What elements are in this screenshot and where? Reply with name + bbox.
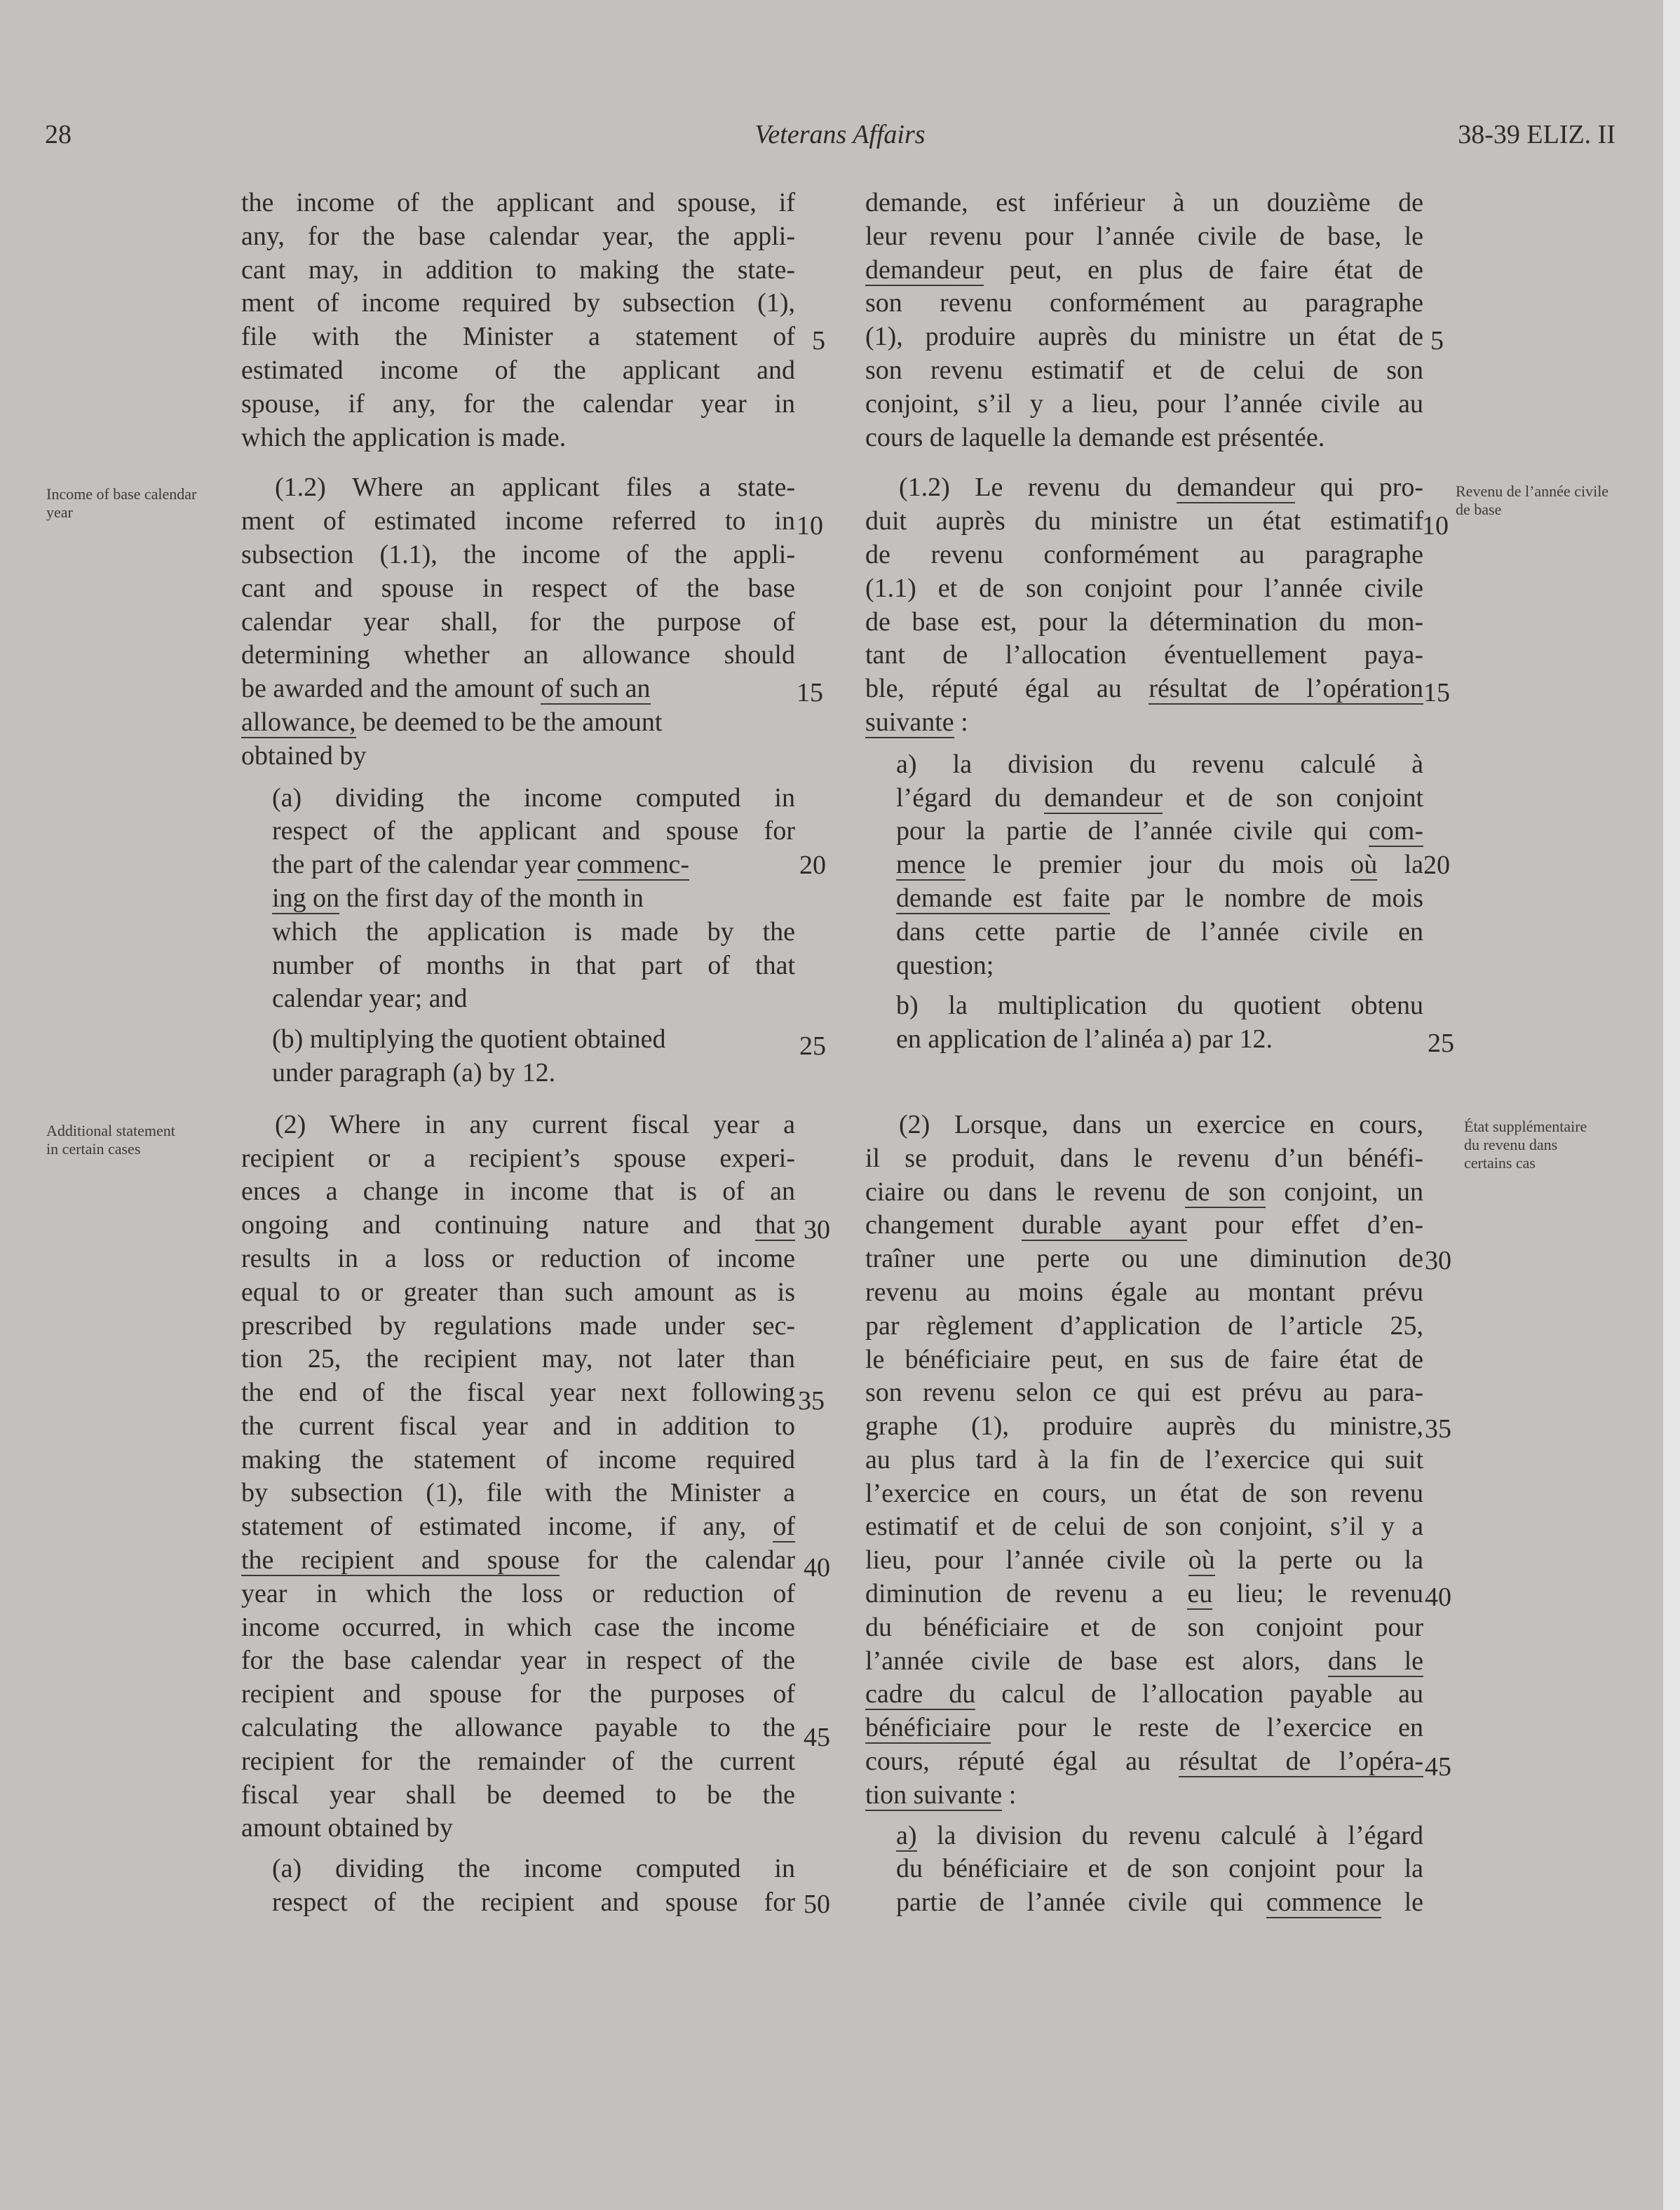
text-line: ment of income required by subsection (1),: [241, 288, 795, 318]
text-line: which the application is made by the: [272, 916, 795, 947]
text-line: le bénéficiaire peut, en sus de faire état de: [865, 1344, 1423, 1374]
text-line: [865, 471, 1423, 505]
text-line: dans cette partie de l’année civile en: [896, 916, 1423, 947]
amended-text: demandeur: [1044, 782, 1163, 813]
text-line: the end of the fiscal year next following: [241, 1378, 795, 1408]
amended-text: ing on: [272, 883, 340, 913]
text-line: [896, 1886, 1423, 1920]
line-number: 45: [1425, 1752, 1451, 1782]
text-segment: be awarded and the amount: [241, 674, 534, 704]
text-line: respect of the recipient and spouse for: [272, 1887, 795, 1918]
amended-text: de son: [1184, 1177, 1266, 1207]
text-segment: lieu, pour l’année civile: [865, 1545, 1166, 1575]
text-line: en application de l’alinéa a) par 12.: [896, 1024, 1273, 1055]
text-line: [896, 848, 1423, 882]
text-line: number of months in that part of that: [272, 950, 795, 980]
amended-text: mence: [896, 850, 966, 880]
text-line: (2) Lorsque, dans un exercice en cours,: [899, 1109, 1423, 1139]
amended-text: où: [1350, 850, 1378, 880]
text-segment: partie de l’année civile qui: [896, 1887, 1244, 1918]
text-line: [865, 1678, 1423, 1711]
text-line: [865, 1745, 1423, 1779]
amended-text: durable ayant: [1022, 1210, 1187, 1240]
text-line: [896, 882, 1423, 916]
french-subsection-2: [865, 1109, 1423, 1812]
text-line: [865, 254, 1423, 287]
text-line: question;: [896, 950, 994, 980]
text-segment: la: [1404, 850, 1424, 880]
page-header: [0, 119, 1680, 161]
text-line: tant de l’allocation éventuellement paya-: [865, 640, 1423, 670]
text-line: son revenu selon ce qui est prévu au para-: [865, 1378, 1423, 1408]
text-segment: qui pro-: [1320, 473, 1424, 503]
text-line: equal to or greater than such amount as is: [241, 1277, 795, 1307]
line-number: 5: [812, 326, 825, 355]
text-line: duit auprès du ministre un état estimatif: [865, 506, 1423, 536]
amended-text: où: [1188, 1545, 1215, 1575]
text-line: (a) dividing the income computed in: [272, 782, 795, 813]
amended-text: eu: [1187, 1579, 1213, 1609]
line-number: 15: [1423, 678, 1450, 707]
text-line: estimatif et de celui de son conjoint, s’il y a: [865, 1512, 1423, 1542]
line-number: 40: [804, 1553, 830, 1582]
text-segment: pour effet d’en-: [1214, 1210, 1423, 1240]
text-segment: et de son conjoint: [1185, 782, 1423, 813]
text-line: [865, 1711, 1423, 1745]
text-line: calendar year shall, for the purpose of: [241, 606, 795, 637]
french-paragraph-2a: [865, 1819, 1423, 1920]
text-line: [896, 1819, 1423, 1853]
text-line: au plus tard à la fin de l’exercice qui suit: [865, 1444, 1423, 1475]
text-line: [896, 815, 1423, 848]
line-number: 45: [804, 1723, 830, 1752]
text-line: recipient for the remainder of the current: [241, 1746, 795, 1776]
text-line: traîner une perte ou une diminution de: [865, 1244, 1423, 1274]
text-line: spouse, if any, for the calendar year in: [241, 388, 795, 419]
text-segment: changement: [865, 1210, 994, 1240]
text-line: cant may, in addition to making the state-: [241, 255, 795, 285]
amended-text: commence: [1266, 1887, 1382, 1918]
text-line: calendar year; and: [272, 984, 468, 1014]
text-line: cours de laquelle la demande est présentée.: [865, 422, 1325, 452]
text-segment: pour le reste de l’exercice en: [1017, 1713, 1423, 1743]
french-paragraph-b: [865, 989, 1423, 1057]
text-segment: diminution de revenu a: [865, 1579, 1164, 1609]
margin-note-revenu-annee-base: Revenu de l’année civile de base: [1456, 482, 1609, 518]
line-number: 20: [1423, 850, 1450, 880]
text-line: revenu au moins égale au montant prévu: [865, 1277, 1423, 1307]
text-segment: ciaire ou dans le revenu: [865, 1177, 1167, 1207]
text-line: [865, 672, 1423, 706]
text-line: respect of the applicant and spouse for: [272, 816, 795, 846]
text-segment: peut, en plus de faire état de: [1009, 255, 1423, 285]
amended-text: of: [773, 1512, 795, 1542]
text-segment: lieu; le revenu: [1236, 1579, 1423, 1609]
amended-text: commenc-: [576, 850, 690, 880]
text-line: tion 25, the recipient may, not later than: [241, 1344, 795, 1374]
text-segment: for the calendar: [586, 1545, 795, 1575]
line-number: 50: [804, 1890, 830, 1919]
text-line: year in which the loss or reduction of: [241, 1578, 795, 1608]
english-paragraph-b: [241, 1023, 795, 1090]
text-line: [272, 882, 795, 916]
text-line: [865, 1779, 1423, 1812]
text-segment: be deemed to be the amount: [363, 707, 663, 737]
text-line: any, for the base calendar year, the appli-: [241, 221, 795, 251]
text-line: son revenu estimatif et de celui de son: [865, 355, 1423, 385]
text-line: conjoint, s’il y a lieu, pour l’année civile au: [865, 388, 1423, 419]
amended-text: demandeur: [865, 255, 984, 285]
line-number: 25: [799, 1031, 826, 1061]
text-line: ences a change in income that is of an: [241, 1177, 795, 1207]
amended-text: résultat de l’opéra-: [1179, 1747, 1423, 1777]
text-line: [896, 782, 1423, 815]
french-paragraph-a: [865, 748, 1423, 983]
text-line: subsection (1.1), the income of the appli-: [241, 539, 795, 569]
text-line: estimated income of the applicant and: [241, 355, 795, 385]
text-line: b) la multiplication du quotient obtenu: [896, 991, 1423, 1021]
text-line: determining whether an allowance should: [241, 640, 795, 670]
text-segment: ongoing and continuing nature and: [241, 1210, 722, 1240]
line-number: 25: [1428, 1029, 1454, 1058]
text-segment: the part of the calendar year: [272, 850, 571, 880]
text-line: income occurred, in which case the income: [241, 1612, 795, 1642]
text-segment: conjoint, un: [1284, 1177, 1424, 1207]
text-segment: la perte ou la: [1237, 1545, 1423, 1575]
text-line: [865, 1544, 1423, 1578]
text-line: file with the Minister a statement of: [241, 322, 795, 352]
text-segment: ble, réputé égal au: [865, 674, 1122, 704]
text-line: [272, 848, 795, 882]
page-number: 28: [45, 120, 72, 149]
amended-text: allowance,: [241, 707, 356, 737]
text-line: [241, 1209, 795, 1242]
amended-text: demande est faite: [896, 883, 1110, 913]
amended-text: suivante: [865, 707, 954, 737]
text-line: [865, 706, 1423, 740]
text-line: (b) multiplying the quotient obtained: [272, 1024, 666, 1055]
text-line: [241, 672, 795, 706]
text-line: du bénéficiaire et de son conjoint pour: [865, 1612, 1423, 1642]
text-line: amount obtained by: [241, 1813, 453, 1843]
amended-text: bénéficiaire: [865, 1713, 991, 1743]
text-line: fiscal year shall be deemed to be the: [241, 1779, 795, 1810]
text-line: leur revenu pour l’année civile de base, le: [865, 221, 1423, 251]
english-subsection-2: [241, 1109, 795, 1846]
text-segment: l’égard du: [896, 782, 1022, 813]
english-subsection-1-2: [241, 471, 795, 773]
text-line: by subsection (1), file with the Minister a: [241, 1478, 795, 1508]
margin-note-etat-supplementaire: État supplémentaire du revenu dans certains cas: [1464, 1118, 1587, 1172]
text-segment: le: [1404, 1887, 1423, 1918]
text-line: de base est, pour la détermination du mon-: [865, 606, 1423, 637]
text-line: prescribed by regulations made under sec-: [241, 1310, 795, 1341]
line-number: 30: [1425, 1246, 1451, 1275]
amended-text: résultat de l’opération: [1149, 674, 1423, 704]
text-line: [241, 1510, 795, 1544]
text-line: [241, 1544, 795, 1578]
line-number: 35: [1425, 1414, 1451, 1444]
text-segment: calcul de l’allocation payable au: [1001, 1679, 1423, 1709]
amended-text: the recipient and spouse: [241, 1545, 560, 1575]
line-number: 10: [1422, 511, 1449, 541]
text-segment: par le nombre de mois: [1130, 883, 1423, 913]
text-line: obtained by: [241, 740, 367, 771]
text-line: son revenu conformément au paragraphe: [865, 288, 1423, 318]
text-line: results in a loss or reduction of income: [241, 1243, 795, 1273]
line-number: 40: [1425, 1582, 1451, 1612]
line-number: 10: [797, 511, 823, 541]
text-line: which the application is made.: [241, 422, 567, 452]
french-column: [865, 187, 1423, 1920]
text-line: (1.1) et de son conjoint pour l’année civile: [865, 573, 1423, 603]
text-line: par règlement d’application de l’article 25,: [865, 1310, 1423, 1341]
text-segment: :: [1002, 1779, 1017, 1810]
line-number: 20: [799, 850, 826, 880]
english-paragraph-2a: [241, 1852, 795, 1920]
text-segment: (1.2) Le revenu du: [899, 473, 1152, 503]
english-intro-paragraph: [241, 187, 795, 454]
page-edge: [1663, 0, 1680, 2210]
amended-text: of such an: [541, 674, 651, 704]
amended-text: demandeur: [1177, 473, 1296, 503]
text-line: a) la division du revenu calculé à: [896, 749, 1423, 779]
text-segment: the first day of the month in: [346, 883, 644, 913]
text-line: [241, 706, 795, 740]
text-line: recipient and spouse for the purposes of: [241, 1679, 795, 1709]
line-number: 35: [798, 1386, 825, 1416]
text-line: under paragraph (a) by 12.: [272, 1057, 556, 1087]
text-line: [865, 1645, 1423, 1679]
text-line: l’exercice en cours, un état de son revenu: [865, 1478, 1423, 1508]
text-line: cant and spouse in respect of the base: [241, 573, 795, 603]
text-line: graphe (1), produire auprès du ministre,: [865, 1411, 1423, 1442]
english-column: [241, 187, 795, 1920]
text-line: [865, 1176, 1423, 1209]
text-line: [865, 1209, 1423, 1242]
line-number: 5: [1430, 326, 1444, 355]
text-line: (2) Where in any current fiscal year a: [275, 1109, 795, 1139]
text-line: making the statement of income required: [241, 1444, 795, 1475]
text-segment: statement of estimated income, if any,: [241, 1512, 747, 1542]
text-segment: pour la partie de l’année civile qui: [896, 816, 1348, 846]
french-intro-paragraph: [865, 187, 1423, 454]
text-line: il se produit, dans le revenu d’un bénéfi-: [865, 1143, 1423, 1173]
text-line: de revenu conformément au paragraphe: [865, 539, 1423, 569]
text-line: for the base calendar year in respect of the: [241, 1646, 795, 1676]
text-line: the current fiscal year and in addition to: [241, 1411, 795, 1441]
amended-text: that: [755, 1210, 795, 1240]
amended-text: com-: [1368, 816, 1423, 846]
margin-note-additional-statement: Additional statement in certain cases: [46, 1122, 175, 1158]
english-paragraph-a: [241, 782, 795, 1017]
amended-text: a): [896, 1820, 917, 1850]
text-segment: le premier jour du mois: [992, 850, 1324, 880]
text-line: the income of the applicant and spouse, if: [241, 188, 795, 217]
text-line: (1), produire auprès du ministre un état de: [865, 322, 1423, 352]
text-segment: :: [954, 707, 968, 737]
text-segment: l’année civile de base est alors,: [865, 1646, 1301, 1676]
text-line: calculating the allowance payable to the: [241, 1713, 795, 1743]
text-segment: cours, réputé égal au: [865, 1747, 1151, 1777]
amended-text: dans le: [1327, 1646, 1424, 1676]
french-subsection-1-2: [865, 471, 1423, 739]
text-line: (1.2) Where an applicant files a state-: [275, 473, 795, 503]
text-line: du bénéficiaire et de son conjoint pour la: [896, 1854, 1423, 1884]
margin-note-income-base-year: Income of base calendar year: [46, 485, 197, 521]
text-line: recipient or a recipient’s spouse experi-: [241, 1143, 795, 1173]
line-number: 30: [804, 1215, 830, 1245]
text-line: [865, 1578, 1423, 1611]
amended-text: tion suivante: [865, 1779, 1003, 1810]
text-segment: la division du revenu calculé à l’égard: [936, 1820, 1423, 1850]
amended-text: cadre du: [865, 1679, 976, 1709]
text-line: (a) dividing the income computed in: [272, 1854, 795, 1884]
text-line: ment of estimated income referred to in: [241, 506, 795, 536]
line-number: 15: [797, 678, 823, 707]
text-line: demande, est inférieur à un douzième de: [865, 188, 1423, 217]
volume-reference: 38-39 ELIZ. II: [1458, 120, 1615, 149]
running-title: Veterans Affairs: [754, 120, 926, 149]
